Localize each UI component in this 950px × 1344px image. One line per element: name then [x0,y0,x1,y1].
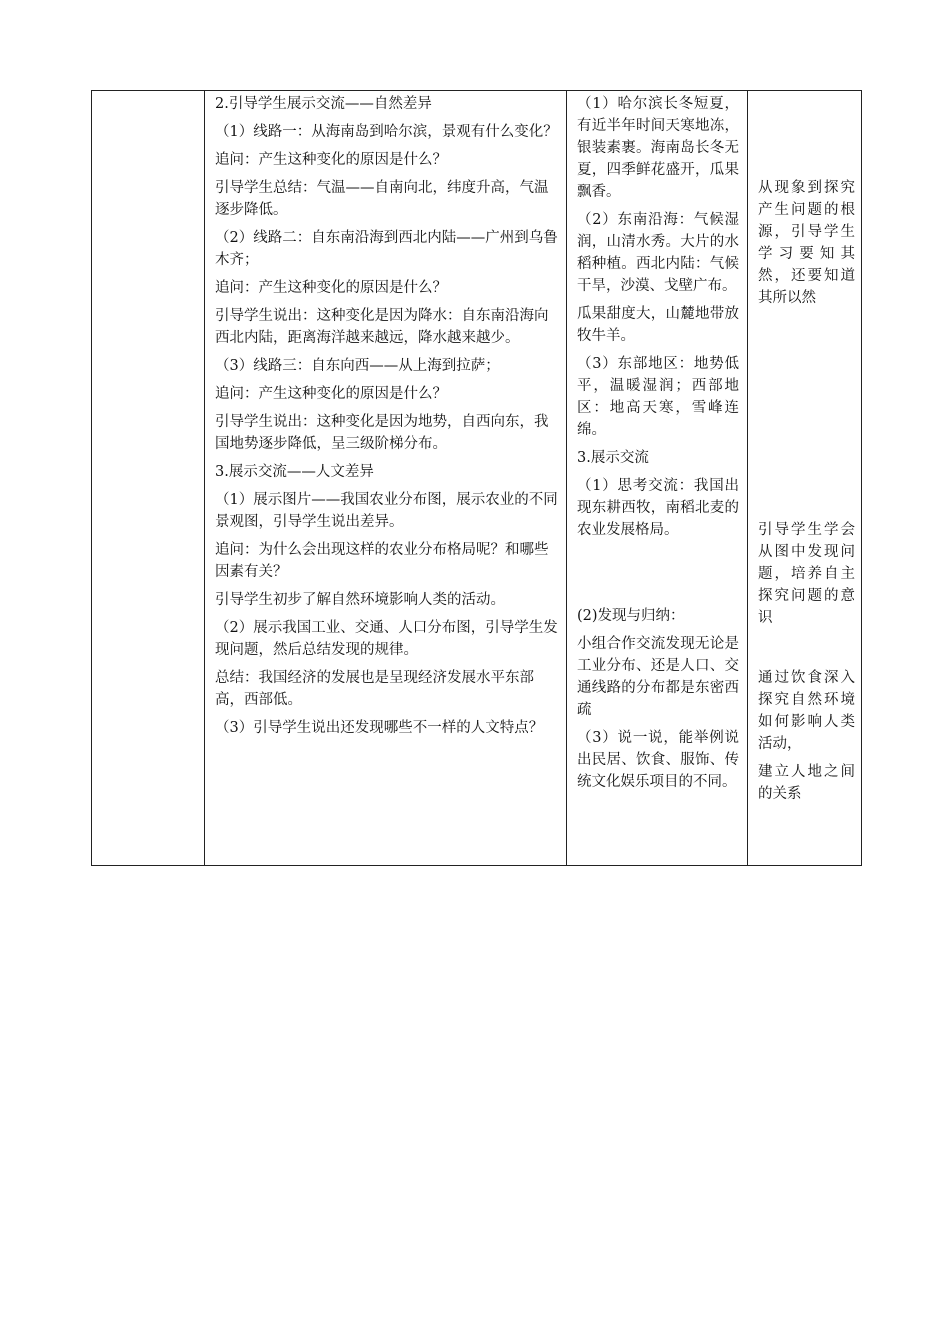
discovery-heading: (2)发现与归纳： [577,608,685,624]
follow-up-question: 追问：产生这种变化的原因是什么？ [215,280,447,296]
summary-terrain: 引导学生说出：这种变化是因为地势，自西向东，我国地势逐步降低，呈三级阶梯分布。 [215,414,549,452]
section-heading-exchange: 3.展示交流 [577,450,649,466]
section-heading-human: 3.展示交流——人文差异 [215,464,374,480]
east-west-answer: （3）东部地区：地势低平，温暖湿润；西部地区：地高天寒，雪峰连绵。 [577,356,739,438]
route-two-question: （2）线路二：自东南沿海到西北内陆——广州到乌鲁木齐； [215,230,558,268]
route-three-question: （3）线路三：自东向西——从上海到拉萨； [215,358,500,374]
agriculture-answer: （1）思考交流：我国出现东耕西牧，南稻北麦的农业发展格局。 [577,478,739,538]
intent-map-reading: 引导学生学会从图中发现问题，培养自主探究问题的意识 [758,522,855,626]
guidance-text: 引导学生初步了解自然环境影响人类的活动。 [215,592,505,608]
route-one-question: （1）线路一：从海南岛到哈尔滨，景观有什么变化？ [215,124,558,140]
summary-precipitation: 引导学生说出：这种变化是因为降水：自东南沿海向西北内陆，距离海洋越来越远，降水越来越少。 [215,308,549,346]
human-features-task: （3）引导学生说出还发现哪些不一样的人文特点？ [215,720,544,736]
examples-answer: （3）说一说，能举例说出民居、饮食、服饰、传统文化娱乐项目的不同。 [577,730,739,790]
follow-up-question: 追问：产生这种变化的原因是什么？ [215,386,447,402]
summary-temperature: 引导学生总结：气温——自南向北，纬度升高，气温逐步降低。 [215,180,549,218]
economy-summary: 总结：我国经济的发展也是呈现经济发展水平东部高，西部低。 [215,670,534,708]
industry-map-task: （2）展示我国工业、交通、人口分布图，引导学生发现问题，然后总结发现的规律。 [215,620,558,658]
student-activity-cell [567,91,748,866]
teacher-activity-cell [205,91,567,866]
intent-human-land: 建立人地之间的关系 [758,764,855,802]
agriculture-map-task: （1）展示图片——我国农业分布图，展示农业的不同景观图，引导学生说出差异。 [215,492,558,530]
follow-up-question: 追问：产生这种变化的原因是什么？ [215,152,447,168]
coast-inland-answer: （2）东南沿海：气候湿润，山清水秀。大片的水稻种植。西北内陆：气候干旱，沙漠、戈壁广布。 [577,212,739,294]
section-heading-natural: 2.引导学生展示交流——自然差异 [215,96,432,112]
intent-phenomenon: 从现象到探究产生问题的根源，引导学生学习要知其然，还要知道其所以然 [758,180,855,306]
distribution-answer: 小组合作交流发现无论是工业分布、还是人口、交通线路的分布都是东密西疏 [577,636,739,718]
table-row [92,91,862,866]
stage-cell [92,91,205,866]
harbin-hainan-answer: （1）哈尔滨长冬短夏，有近半年时间天寒地冻，银装素裹。海南岛长冬无夏，四季鲜花盛开，瓜果飘香。 [577,96,739,200]
follow-up-question: 追问：为什么会出现这样的农业分布格局呢？和哪些因素有关？ [215,542,549,580]
lesson-plan-table [91,90,862,866]
design-intent-cell [748,91,862,866]
fruit-herding-answer: 瓜果甜度大，山麓地带放牧牛羊。 [577,306,739,344]
intent-diet: 通过饮食深入探究自然环境如何影响人类活动， [758,670,855,752]
